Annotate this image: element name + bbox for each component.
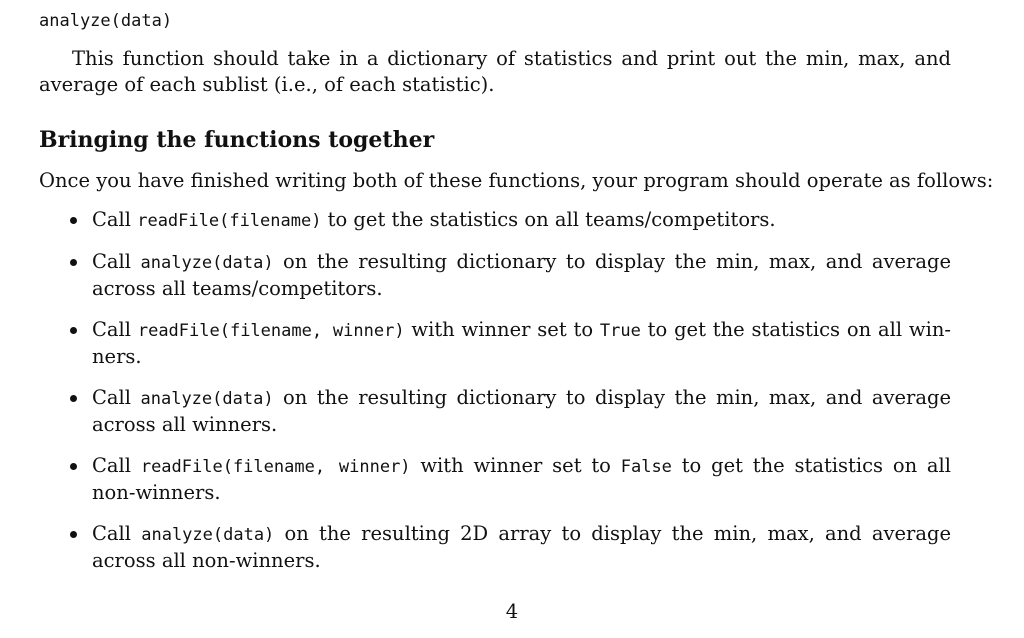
- step-text: with winner set to: [410, 454, 621, 477]
- list-item: [39, 317, 951, 370]
- bullet-icon: [70, 259, 77, 266]
- list-item: [39, 385, 951, 438]
- step-code: readFile(filename): [137, 211, 322, 231]
- step-code: analyze(data): [140, 389, 274, 409]
- function-signature: analyze(data): [39, 11, 173, 31]
- page-number: 4: [505, 600, 519, 623]
- step-prefix: Call: [92, 208, 138, 231]
- step-text: on the resulting 2D array to display the min, max, and average across all non-winners.: [92, 522, 952, 572]
- step-code: analyze(data): [140, 253, 274, 273]
- step-code-value: True: [599, 321, 641, 341]
- step-code-value: False: [620, 457, 672, 477]
- bullet-icon: [70, 395, 77, 402]
- list-item: [39, 453, 951, 506]
- step-code: readFile(filename, winner): [140, 457, 411, 477]
- function-description: This function should take in a dictionary of statistics and print out the min, max, and average of each sublist (i.e., of each statistic).: [39, 47, 951, 96]
- step-prefix: Call: [92, 318, 138, 341]
- step-prefix: Call: [92, 386, 141, 409]
- step-suffix: to get the statistics on all non-winners.: [92, 454, 952, 504]
- step-prefix: Call: [92, 250, 141, 273]
- bullet-icon: [70, 217, 77, 224]
- list-item: [39, 521, 951, 574]
- steps-list: [39, 207, 951, 589]
- list-item: [39, 249, 951, 302]
- step-text: on the resulting dictionary to display the min, max, and average across all winners.: [92, 386, 951, 436]
- step-text: on the resulting dictionary to display the min, max, and average across all teams/competitors.: [92, 250, 951, 300]
- bullet-icon: [70, 463, 77, 470]
- list-item: [39, 207, 951, 234]
- intro-paragraph: Once you have finished writing both of these functions, your program should operate as follows:: [39, 169, 994, 192]
- step-text: with winner set to: [404, 318, 600, 341]
- step-suffix: to get the statistics on all winners.: [92, 318, 951, 368]
- section-heading: Bringing the functions together: [39, 127, 435, 153]
- bullet-icon: [70, 327, 77, 334]
- step-code: analyze(data): [141, 525, 275, 545]
- step-text: to get the statistics on all teams/competitors.: [321, 208, 776, 231]
- step-prefix: Call: [92, 522, 142, 545]
- bullet-icon: [70, 531, 77, 538]
- step-prefix: Call: [92, 454, 141, 477]
- step-code: readFile(filename, winner): [137, 321, 405, 341]
